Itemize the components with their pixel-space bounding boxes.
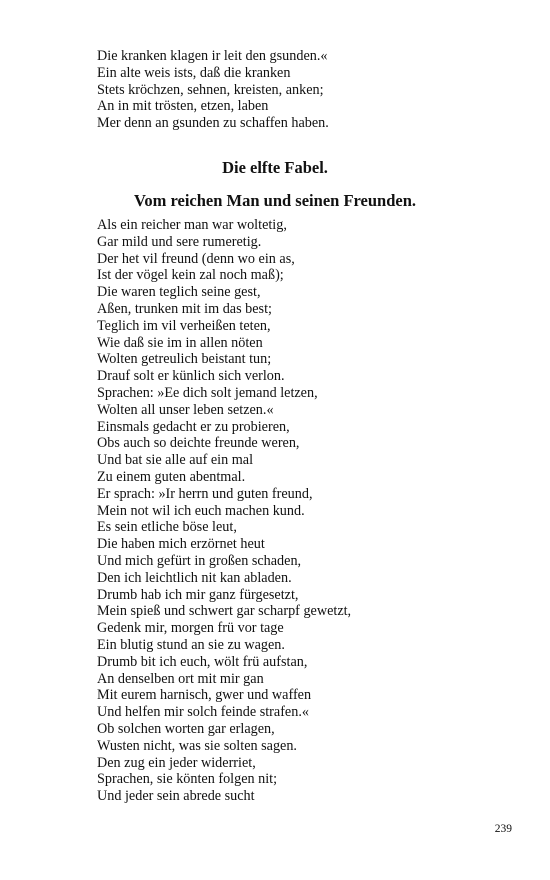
fable-subtitle: Vom reichen Man und seinen Freunden.	[133, 191, 417, 210]
verse-line: Die waren teglich seine gest,	[97, 284, 261, 301]
verse-line: Wie daß sie im in allen nöten	[97, 334, 263, 351]
verse-line: Es sein etliche böse leut,	[97, 519, 237, 536]
verse-line: Und helfen mir solch feinde strafen.«	[97, 704, 309, 721]
verse-line: Und mich gefürt in großen schaden,	[97, 552, 302, 569]
preceding-verse-block	[97, 48, 329, 132]
verse-line: Die kranken klagen ir leit den gsunden.«	[97, 48, 328, 64]
verse-line: Gedenk mir, morgen frü vor tage	[97, 620, 284, 637]
verse-line: Drumb hab ich mir ganz fürgesetzt,	[97, 586, 299, 603]
verse-line: Aßen, trunken mit im das best;	[97, 300, 272, 317]
verse-line: Ein blutig stund an sie zu wagen.	[97, 636, 285, 653]
verse-line: Gar mild und sere rumeretig.	[97, 233, 262, 250]
verse-line: Den ich leichtlich nit kan abladen.	[97, 569, 292, 586]
verse-line: Und bat sie alle auf ein mal	[97, 452, 254, 469]
verse-line: An denselben ort mit mir gan	[97, 670, 264, 687]
verse-line: Er sprach: »Ir herrn und guten freund,	[97, 485, 313, 502]
verse-line: Wolten all unser leben setzen.«	[97, 401, 274, 418]
verse-line: Drumb bit ich euch, wölt frü aufstan,	[97, 653, 308, 670]
verse-line: Und jeder sein abrede sucht	[97, 788, 255, 805]
verse-line: Ob solchen worten gar erlagen,	[97, 720, 275, 737]
verse-line: Mein not wil ich euch machen kund.	[97, 502, 305, 519]
verse-line: Der het vil freund (denn wo ein as,	[97, 250, 295, 267]
verse-line: Mer denn an gsunden zu schaffen haben.	[97, 115, 329, 132]
verse-line: Mit eurem harnisch, gwer und waffen	[97, 687, 312, 704]
verse-line: Die haben mich erzörnet heut	[97, 536, 265, 553]
verse-line: Als ein reicher man war woltetig,	[97, 217, 287, 233]
fable-verse-block	[97, 217, 351, 805]
verse-line: Stets kröchzen, sehnen, kreisten, anken;	[97, 81, 324, 98]
verse-line: Mein spieß und schwert gar scharpf gewetzt,	[97, 603, 352, 620]
verse-line: Obs auch so deichte freunde weren,	[97, 435, 300, 452]
verse-line: Ist der vögel kein zal noch maß);	[97, 267, 284, 284]
verse-line: Zu einem guten abentmal.	[97, 468, 246, 485]
verse-line: Teglich im vil verheißen teten,	[97, 317, 271, 334]
verse-line: Sprachen: »Ee dich solt jemand letzen,	[97, 384, 318, 401]
verse-line: Sprachen, sie könten folgen nit;	[97, 771, 278, 788]
verse-line: Einsmals gedacht er zu probieren,	[97, 418, 290, 435]
verse-line: Drauf solt er künlich sich verlon.	[97, 368, 285, 385]
verse-line: Ein alte weis ists, daß die kranken	[97, 64, 291, 81]
verse-line: Wolten getreulich beistant tun;	[97, 351, 272, 368]
fable-title: Die elfte Fabel.	[222, 158, 328, 177]
verse-line: An in mit trösten, etzen, laben	[97, 98, 269, 115]
verse-line: Den zug ein jeder widerriet,	[97, 754, 256, 771]
verse-line: Wusten nicht, was sie solten sagen.	[97, 737, 297, 754]
page-number: 239	[494, 823, 512, 835]
